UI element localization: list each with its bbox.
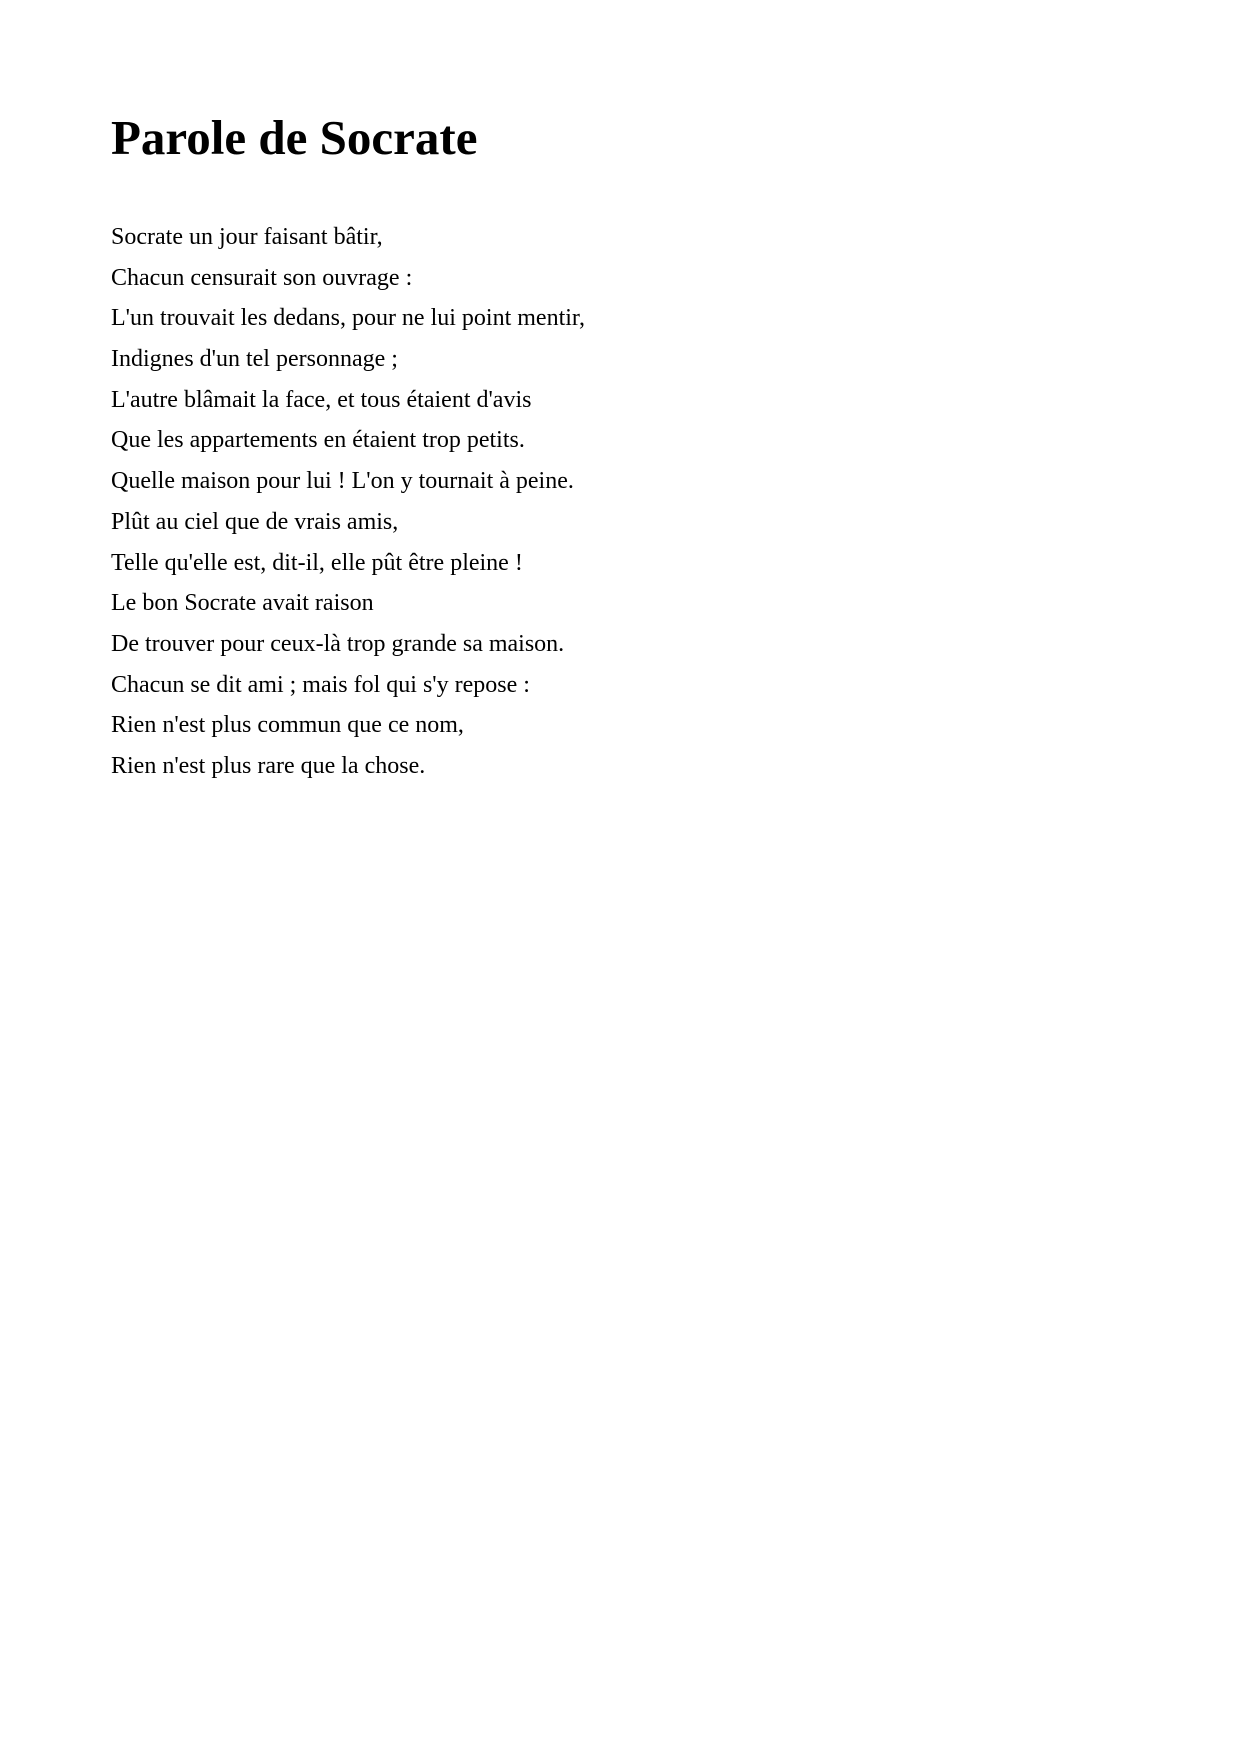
poem-line: Que les appartements en étaient trop petits.: [111, 427, 525, 454]
poem-line: Quelle maison pour lui ! L'on y tournait à peine.: [111, 468, 574, 495]
poem-line: Chacun se dit ami ; mais fol qui s'y repose :: [111, 671, 530, 698]
poem-body: [111, 217, 585, 787]
poem-line: Telle qu'elle est, dit-il, elle pût être pleine !: [111, 549, 523, 576]
page-title: Parole de Socrate: [111, 110, 478, 165]
poem-line: Rien n'est plus commun que ce nom,: [111, 712, 464, 739]
poem-line: De trouver pour ceux-là trop grande sa maison.: [111, 630, 565, 657]
poem-line: L'autre blâmait la face, et tous étaient d'avis: [111, 386, 532, 413]
poem-line: Socrate un jour faisant bâtir,: [111, 224, 383, 250]
poem-line: Chacun censurait son ouvrage :: [111, 264, 413, 291]
poem-line: Le bon Socrate avait raison: [111, 590, 374, 617]
poem-line: Plût au ciel que de vrais amis,: [111, 508, 399, 535]
poem-line: L'un trouvait les dedans, pour ne lui point mentir,: [111, 305, 585, 332]
poem-line: Rien n'est plus rare que la chose.: [111, 752, 426, 779]
poem-line: Indignes d'un tel personnage ;: [111, 346, 398, 373]
